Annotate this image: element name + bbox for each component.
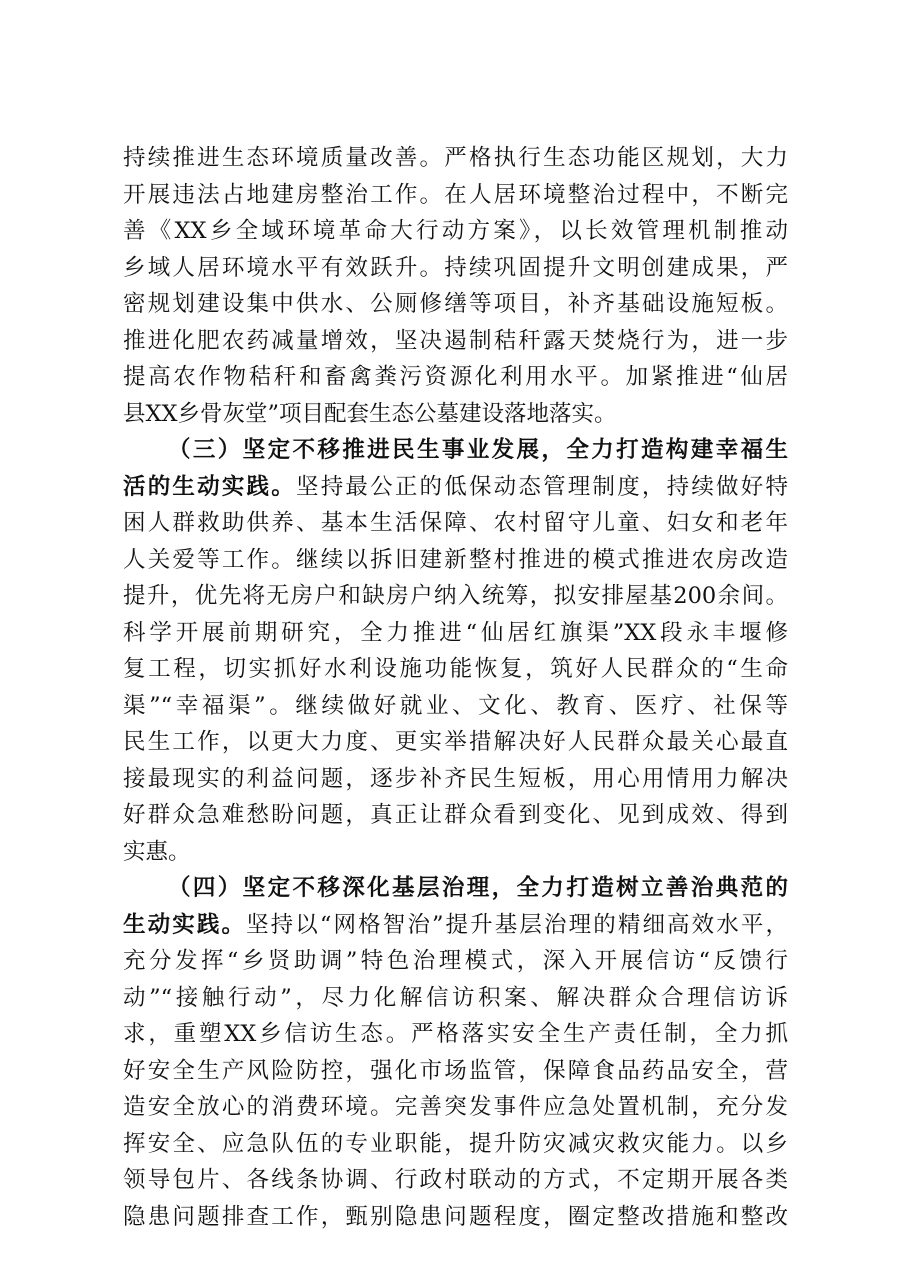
text-run: 坚持以“网格智治”提升基层治理的精细高效水平，	[246, 911, 788, 938]
section-heading: （三）坚定不移推进民生事业发展，全力打造构建幸福生	[168, 437, 788, 463]
text-line: 提升，优先将无房户和缺房户纳入统筹，拟安排屋基200余间。	[123, 583, 788, 609]
text-line: 好群众急难愁盼问题，真正让群众看到变化、见到成效、得到	[123, 802, 788, 828]
paragraph-environment	[123, 140, 788, 432]
text-line	[123, 469, 788, 506]
text-line: 复工程，切实抓好水利设施功能恢复，筑好人民群众的“生命	[123, 656, 788, 682]
paragraph-livelihood	[123, 432, 788, 870]
text-line: 科学开展前期研究，全力推进“仙居红旗渠”XX段永丰堰修	[123, 619, 788, 646]
text-line: 县XX乡骨灰堂”项目配套生态公墓建设落地落实。	[123, 400, 617, 427]
text-line: 民生工作，以更大力度、更实举措解决好人民群众最关心最直	[123, 729, 788, 755]
text-line: 充分发挥“乡贤助调”特色治理模式，深入开展信访“反馈行	[123, 948, 788, 974]
text-line: 接最现实的利益问题，逐步补齐民生短板，用心用情用力解决	[123, 765, 788, 792]
text-line: 人关爱等工作。继续以拆旧建新整村推进的模式推进农房改造	[123, 546, 788, 573]
section-heading-cont: 活的生动实践。	[123, 473, 296, 500]
text-line: 造安全放心的消费环境。完善突发事件应急处置机制，充分发	[123, 1094, 788, 1120]
text-line: 推进化肥农药减量增效，坚决遏制秸秆露天焚烧行为，进一步	[123, 327, 788, 354]
section-heading-cont: 生动实践。	[123, 911, 247, 938]
text-line: 挥安全、应急队伍的专业职能，提升防灾减灾救灾能力。以乡	[123, 1130, 788, 1157]
text-line: 好安全生产风险防控，强化市场监管，保障食品药品安全，营	[123, 1057, 788, 1084]
text-line: 隐患问题排查工作，甄别隐患问题程度，圈定整改措施和整改	[123, 1203, 788, 1230]
body-text	[123, 140, 788, 1235]
text-line: 提高农作物秸秆和畜禽粪污资源化利用水平。加紧推进“仙居	[123, 364, 788, 390]
text-line	[123, 907, 788, 944]
text-line: 渠”“幸福渠”。继续做好就业、文化、教育、医疗、社保等	[123, 692, 788, 719]
text-line: 动”“接触行动”，尽力化解信访积案、解决群众合理信访诉	[123, 984, 788, 1011]
section-heading: （四）坚定不移深化基层治理，全力打造树立善治典范的	[168, 875, 788, 901]
text-line: 善《XX乡全域环境革命大行动方案》，以长效管理机制推动	[123, 218, 788, 244]
text-line: 持续推进生态环境质量改善。严格执行生态功能区规划，大力	[123, 145, 788, 171]
text-line: 实惠。	[123, 838, 191, 865]
text-line: 开展违法占地建房整治工作。在人居环境整治过程中，不断完	[123, 181, 788, 208]
text-line: 困人群救助供养、基本生活保障、农村留守儿童、妇女和老年	[123, 510, 788, 536]
text-line: 乡域人居环境水平有效跃升。持续巩固提升文明创建成果，严	[123, 254, 788, 281]
text-line: 密规划建设集中供水、公厕修缮等项目，补齐基础设施短板。	[123, 291, 788, 317]
paragraph-governance	[123, 870, 788, 1235]
text-line: 求，重塑XX乡信访生态。严格落实安全生产责任制，全力抓	[123, 1021, 788, 1047]
text-line: 领导包片、各线条协调、行政村联动的方式，不定期开展各类	[123, 1167, 788, 1193]
text-run: 坚持最公正的低保动态管理制度，持续做好特	[295, 473, 788, 500]
